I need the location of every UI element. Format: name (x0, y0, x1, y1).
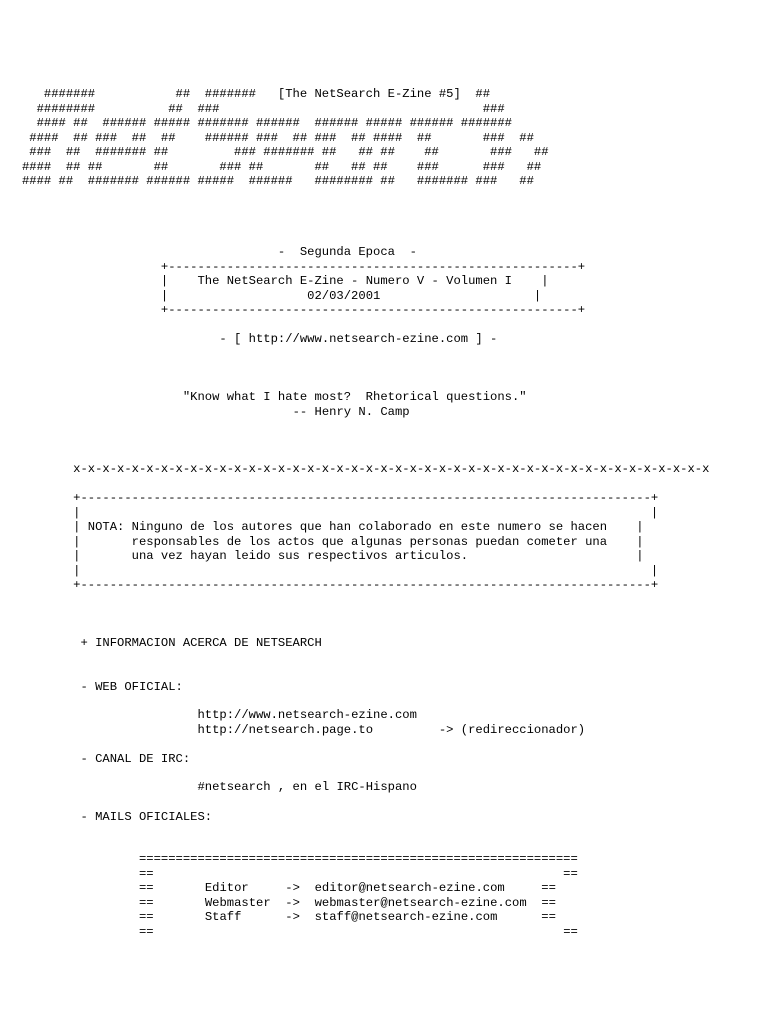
redirect-note: -> (redireccionador) (438, 722, 586, 737)
nota-line-3: | una vez hayan leido sus respectivos articulos. | (73, 549, 644, 563)
mail-row-staff: == Staff -> staff@netsearch-ezine.com == (138, 910, 556, 924)
divider-line: x-x-x-x-x-x-x-x-x-x-x-x-x-x-x-x-x-x-x-x-x-x-x-x-x-x-x-x-x-x-x-x-x-x-x-x-x-x-x-x-x-x-x-x (73, 462, 710, 476)
header-bottom-border: +--------------------------------------------------------+ (160, 303, 586, 317)
header-top-border: +--------------------------------------------------------+ (160, 259, 586, 274)
epoca-text: - Segunda Epoca - (277, 245, 417, 259)
mail-role: Webmaster (204, 895, 271, 910)
nota-bottom-border: +------------------------------------------------------------------------------+ (73, 578, 659, 592)
mail-row-editor: == Editor -> editor@netsearch-ezine.com == (138, 881, 556, 895)
web-urls (0, 708, 585, 737)
mail-arrow: -> (285, 895, 300, 910)
website-line (0, 332, 497, 347)
mail-edge-line: == == (138, 924, 578, 939)
ascii-banner: ####### ## ####### [The NetSearch E-Zine #5] ## ######## ## ### ### #### ## ###### ##### ####### ###### ###### ##### ###### ####### #### ## ### ## ## ###### ### ## ### ## #### ## ### ## ### ## ####### ## ### ####### ## ## ## ## ### ## #### ## ## ## ### ## ## ## ## ### ### ## #### ## ####### ###### ##### ###### ######## ## ####### ### ## (21, 87, 549, 188)
nota-box (0, 491, 658, 593)
mail-email-editor[interactable]: editor@netsearch-ezine.com (314, 881, 505, 895)
header-title-line: | The NetSearch E-Zine - Numero V - Volumen I | (160, 274, 549, 288)
web-url-main[interactable]: http://www.netsearch-ezine.com (197, 708, 417, 722)
mail-arrow: -> (285, 910, 300, 924)
header-box (0, 245, 585, 318)
web-oficial-label: - WEB OFICIAL: (80, 680, 183, 694)
mail-top-border: ============================================================ (138, 852, 578, 866)
mail-row-webmaster: == Webmaster -> webmaster@netsearch-ezine.com == (138, 895, 556, 910)
quote-text: "Know what I hate most? Rhetorical questions." (182, 390, 527, 404)
mail-role: Staff (204, 910, 242, 924)
mail-arrow: -> (285, 881, 300, 895)
epoca-line (0, 245, 417, 259)
nota-empty-line: | | (73, 505, 659, 520)
quote-block (0, 390, 527, 419)
web-url-redirect[interactable]: http://netsearch.page.to (197, 722, 374, 737)
mail-box (0, 852, 578, 939)
info-section-title: + INFORMACION ACERCA DE NETSEARCH (80, 636, 322, 650)
irc-label: - CANAL DE IRC: (80, 752, 191, 766)
nota-line-1: | NOTA: Ninguno de los autores que han colaborado en este numero se hacen | (73, 520, 644, 534)
nota-empty-line: | | (73, 563, 659, 578)
irc-channel: #netsearch , en el IRC-Hispano (197, 780, 417, 794)
website-link[interactable]: - [ http://www.netsearch-ezine.com ] - (219, 332, 498, 346)
nota-top-border: +------------------------------------------------------------------------------+ (73, 491, 659, 505)
mails-label: - MAILS OFICIALES: (80, 810, 213, 824)
quote-author: -- Henry N. Camp (292, 404, 410, 419)
nota-line-2: | responsables de los actos que algunas personas puedan cometer una | (73, 534, 644, 549)
mail-email-staff[interactable]: staff@netsearch-ezine.com (314, 910, 498, 924)
mail-email-webmaster[interactable]: webmaster@netsearch-ezine.com (314, 895, 527, 910)
mail-role: Editor (204, 881, 249, 895)
header-date-line: | 02/03/2001 | (160, 288, 542, 303)
mail-edge-line: == == (138, 866, 578, 881)
